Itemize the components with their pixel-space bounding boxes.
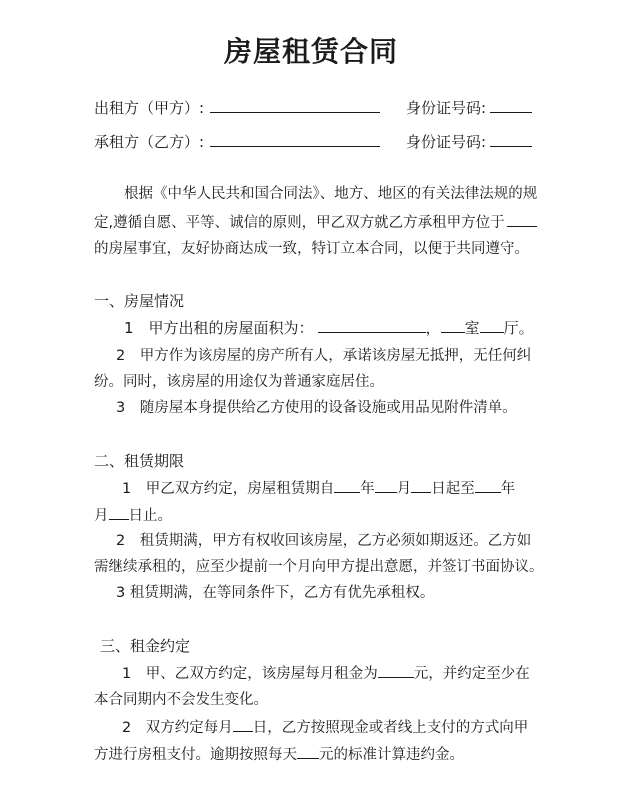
lessor-name-blank[interactable]: [210, 98, 380, 113]
daily-penalty-blank[interactable]: [297, 744, 319, 759]
section-3-item-2-line-1: [122, 717, 528, 738]
section-2-item-1-line-1: [122, 478, 515, 499]
area-label: 1 甲方出租的房屋面积为：: [124, 319, 314, 337]
lessee-name-blank[interactable]: [210, 132, 380, 147]
comma: ，: [425, 319, 441, 337]
start-year-blank[interactable]: [334, 478, 360, 493]
pay-day-label: 2 双方约定每月: [122, 720, 233, 736]
month-label-2: 月: [94, 508, 109, 524]
document-title: 房屋租赁合同: [223, 35, 398, 68]
section-2-item-1-line-2: [94, 505, 172, 526]
rent-label: 1 甲、乙双方约定，该房屋每月租金为: [122, 666, 378, 682]
lessor-label: 出租方（甲方）:: [94, 99, 205, 117]
rent-suffix: 元，并约定至少在: [413, 666, 530, 682]
penalty-suffix: 元的标准计算违约金。: [319, 747, 464, 763]
room-count-blank[interactable]: [441, 318, 465, 333]
month-label-1: 月: [396, 481, 412, 497]
section-3-heading: 三、租金约定: [100, 637, 191, 655]
end-day-blank[interactable]: [109, 505, 129, 520]
preamble-line-2-text: 定,遵循自愿、平等、诚信的原则，甲乙双方就乙方承租甲方位于: [94, 215, 505, 231]
pay-method-text: 日，乙方按照现金或者线上支付的方式向甲: [252, 720, 529, 736]
section-1-item-2-line-1: 2 甲方作为该房屋的房产所有人，承诺该房屋无抵押，无任何纠: [116, 348, 532, 364]
day-until-label: 日止。: [128, 508, 172, 524]
hall-label: 厅。: [503, 319, 534, 337]
hall-count-blank[interactable]: [480, 318, 504, 333]
section-3-item-1-line-2: 本合同期内不会发生变化。: [94, 692, 268, 708]
section-1-item-3: 3 随房屋本身提供给乙方使用的设备设施或用品见附件清单。: [116, 400, 517, 416]
lessor-id-blank[interactable]: [490, 98, 532, 113]
section-2-item-2-line-2: 需继续承租的，应至少提前一个月向甲方提出意愿，并签订书面协议。: [94, 559, 544, 575]
lessor-id-row: [406, 98, 532, 118]
lessee-row: [94, 132, 380, 152]
end-year-blank[interactable]: [475, 478, 501, 493]
section-1-item-2-line-2: 纷。同时，该房屋的用途仅为普通家庭居住。: [94, 374, 384, 390]
lessee-id-label: 身份证号码:: [406, 133, 487, 151]
preamble-line-3: 的房屋事宜，友好协商达成一致，特订立本合同，以便于共同遵守。: [94, 241, 529, 257]
lessee-id-row: [406, 132, 532, 152]
term-from-label: 1 甲乙双方约定，房屋租赁期自: [122, 481, 335, 497]
penalty-label: 方进行房租支付。逾期按照每天: [94, 747, 297, 763]
preamble-line-2: [94, 212, 537, 233]
day-from-label: 日起至: [431, 481, 475, 497]
start-month-blank[interactable]: [375, 478, 397, 493]
preamble-line-1: 根据《中华人民共和国合同法》、地方、地区的有关法律法规的规: [124, 186, 538, 202]
section-3-item-1-line-1: [122, 663, 530, 684]
section-2-heading: 二、租赁期限: [94, 452, 185, 470]
section-3-item-2-line-2: [94, 744, 464, 765]
section-2-item-2-line-1: 2 租赁期满，甲方有权收回该房屋，乙方必须如期返还。乙方如: [116, 533, 532, 549]
property-location-blank[interactable]: [507, 212, 537, 227]
monthly-rent-blank[interactable]: [378, 663, 414, 678]
lessor-row: [94, 98, 380, 118]
pay-day-blank[interactable]: [233, 717, 253, 732]
section-1-heading: 一、房屋情况: [94, 292, 185, 310]
section-2-item-3: 3 租赁期满，在等同条件下，乙方有优先承租权。: [116, 585, 435, 601]
lessee-label: 承租方（乙方）:: [94, 133, 205, 151]
year-label-1: 年: [360, 481, 375, 497]
area-blank[interactable]: [318, 318, 426, 333]
lessee-id-blank[interactable]: [490, 132, 532, 147]
section-1-item-1: [124, 318, 534, 338]
lessor-id-label: 身份证号码:: [406, 99, 487, 117]
room-label: 室: [464, 319, 480, 337]
start-day-blank[interactable]: [411, 478, 431, 493]
year-label-2: 年: [500, 481, 516, 497]
